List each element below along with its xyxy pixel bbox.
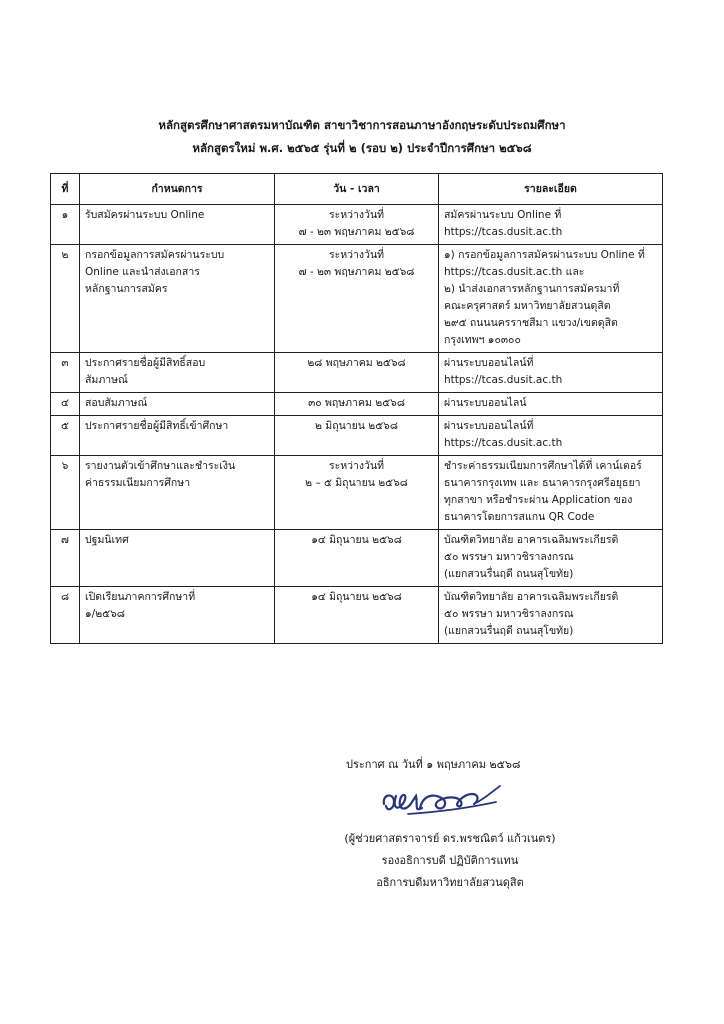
detail-cell xyxy=(439,205,663,245)
schedule-item-line: เปิดเรียนภาคการศึกษาที่ xyxy=(85,591,196,603)
date-cell xyxy=(275,530,439,587)
schedule-item-line: ประกาศรายชื่อผู้มีสิทธิ์สอบ xyxy=(85,357,206,369)
schedule-item-line: รายงานตัวเข้าศึกษาและชำระเงิน xyxy=(85,460,236,472)
detail-line: คณะครุศาสตร์ มหาวิทยาลัยสวนดุสิต xyxy=(444,300,611,312)
signer-role: รองอธิการบดี ปฏิบัติการแทน xyxy=(381,854,519,867)
detail-line: กรุงเทพฯ ๑๐๓๐๐ xyxy=(444,334,521,346)
schedule-item-line: ๑/๒๕๖๘ xyxy=(85,608,125,620)
date-line: ระหว่างวันที่ xyxy=(328,249,385,261)
signature-block xyxy=(300,828,600,894)
schedule-item-cell xyxy=(80,456,275,530)
table-row xyxy=(51,587,663,644)
table-row xyxy=(51,245,663,353)
detail-cell xyxy=(439,587,663,644)
date-cell xyxy=(275,353,439,393)
header-task: กำหนดการ xyxy=(80,174,275,205)
row-number: ๓ xyxy=(51,353,80,393)
schedule-item-line: กรอกข้อมูลการสมัครผ่านระบบ xyxy=(85,249,225,261)
detail-cell xyxy=(439,416,663,456)
signature-scribble xyxy=(378,782,508,822)
table-row xyxy=(51,416,663,456)
table-row xyxy=(51,393,663,416)
detail-cell xyxy=(439,353,663,393)
row-number: ๕ xyxy=(51,416,80,456)
table-row xyxy=(51,530,663,587)
date-cell xyxy=(275,393,439,416)
date-cell xyxy=(275,456,439,530)
schedule-item-line: หลักฐานการสมัคร xyxy=(85,283,168,295)
table-row xyxy=(51,353,663,393)
detail-line: (แยกสวนรื่นฤดี ถนนสุโขทัย) xyxy=(444,568,574,580)
detail-line: ๕๐ พรรษา มหาวชิราลงกรณ xyxy=(444,551,574,563)
date-cell xyxy=(275,416,439,456)
date-cell xyxy=(275,205,439,245)
signature-image xyxy=(378,782,508,826)
schedule-item-line: รับสมัครผ่านระบบ Online xyxy=(85,209,205,221)
row-number: ๘ xyxy=(51,587,80,644)
row-number: ๖ xyxy=(51,456,80,530)
schedule-item-cell xyxy=(80,416,275,456)
row-number: ๗ xyxy=(51,530,80,587)
detail-line: https://tcas.dusit.ac.th และ xyxy=(444,266,585,278)
schedule-item-cell xyxy=(80,587,275,644)
row-number: ๑ xyxy=(51,205,80,245)
detail-cell xyxy=(439,530,663,587)
detail-line: สมัครผ่านระบบ Online ที่ xyxy=(444,209,562,221)
signer-name: (ผู้ช่วยศาสตราจารย์ ดร.พรชณิตว์ แก้วเนตร) xyxy=(344,832,556,845)
detail-cell xyxy=(439,245,663,353)
schedule-item-cell xyxy=(80,205,275,245)
date-line: ๒๘ พฤษภาคม ๒๕๖๘ xyxy=(307,357,406,369)
detail-line: ๑) กรอกข้อมูลการสมัครผ่านระบบ Online ที่ xyxy=(444,249,645,261)
announcement-text: ประกาศ ณ วันที่ ๑ พฤษภาคม ๒๕๖๘ xyxy=(346,758,521,771)
table-row xyxy=(51,456,663,530)
header-date: วัน - เวลา xyxy=(275,174,439,205)
date-cell xyxy=(275,587,439,644)
detail-line: (แยกสวนรื่นฤดี ถนนสุโขทัย) xyxy=(444,625,574,637)
detail-line: บัณฑิตวิทยาลัย อาคารเฉลิมพระเกียรติ xyxy=(444,591,619,603)
schedule-item-line: สัมภาษณ์ xyxy=(85,374,128,386)
schedule-item-cell xyxy=(80,245,275,353)
date-line: ๒ มิถุนายน ๒๕๖๘ xyxy=(315,420,398,432)
schedule-item-cell xyxy=(80,530,275,587)
detail-line: https://tcas.dusit.ac.th xyxy=(444,437,563,449)
detail-line: ๒) นำส่งเอกสารหลักฐานการสมัครมาที่ xyxy=(444,283,620,295)
date-line: ๗ - ๒๓ พฤษภาคม ๒๕๖๘ xyxy=(298,226,415,238)
detail-line: ธนาคารกรุงเทพ และ ธนาคารกรุงศรีอยุธยา xyxy=(444,477,641,489)
date-line: ๒ – ๕ มิถุนายน ๒๕๖๘ xyxy=(305,477,408,489)
date-line: ๑๔ มิถุนายน ๒๕๖๘ xyxy=(311,534,402,546)
schedule-table xyxy=(50,173,663,644)
date-line: ระหว่างวันที่ xyxy=(328,209,385,221)
date-line: ๓๐ พฤษภาคม ๒๕๖๘ xyxy=(308,397,405,409)
document-title-line1: หลักสูตรศึกษาศาสตรมหาบัณฑิต สาขาวิชาการสอนภาษาอังกฤษระดับประถมศึกษา xyxy=(158,118,566,132)
detail-line: ผ่านระบบออนไลน์ที่ xyxy=(444,357,534,369)
header-no: ที่ xyxy=(51,174,80,205)
detail-line: ๒๙๕ ถนนนครราชสีมา แขวง/เขตดุสิต xyxy=(444,317,618,329)
date-line: ๑๔ มิถุนายน ๒๕๖๘ xyxy=(311,591,402,603)
date-line: ๗ - ๒๓ พฤษภาคม ๒๕๖๘ xyxy=(298,266,415,278)
detail-line: บัณฑิตวิทยาลัย อาคารเฉลิมพระเกียรติ xyxy=(444,534,619,546)
table-body xyxy=(51,205,663,644)
schedule-item-line: สอบสัมภาษณ์ xyxy=(85,397,148,409)
signer-organization: อธิการบดีมหาวิทยาลัยสวนดุสิต xyxy=(376,876,524,889)
schedule-item-line: ปฐมนิเทศ xyxy=(85,534,129,546)
schedule-item-line: ค่าธรรมเนียมการศึกษา xyxy=(85,477,191,489)
detail-line: ชำระค่าธรรมเนียมการศึกษาได้ที่ เคาน์เตอร์ xyxy=(444,460,642,472)
schedule-item-line: ประกาศรายชื่อผู้มีสิทธิ์เข้าศึกษา xyxy=(85,420,229,432)
table-row xyxy=(51,205,663,245)
schedule-item-cell xyxy=(80,353,275,393)
table-header-row xyxy=(51,174,663,205)
date-line: ระหว่างวันที่ xyxy=(328,460,385,472)
detail-line: ธนาคารโดยการสแกน QR Code xyxy=(444,511,595,523)
detail-line: ผ่านระบบออนไลน์ xyxy=(444,397,527,409)
detail-line: ๕๐ พรรษา มหาวชิราลงกรณ xyxy=(444,608,574,620)
row-number: ๒ xyxy=(51,245,80,353)
detail-line: https://tcas.dusit.ac.th xyxy=(444,226,563,238)
detail-cell xyxy=(439,456,663,530)
detail-cell xyxy=(439,393,663,416)
document-title-line2: หลักสูตรใหม่ พ.ศ. ๒๕๖๕ รุ่นที่ ๒ (รอบ ๒) ประจำปีการศึกษา ๒๕๖๘ xyxy=(192,141,532,155)
schedule-item-line: Online และนำส่งเอกสาร xyxy=(85,266,200,278)
date-cell xyxy=(275,245,439,353)
schedule-item-cell xyxy=(80,393,275,416)
row-number: ๔ xyxy=(51,393,80,416)
detail-line: ผ่านระบบออนไลน์ที่ xyxy=(444,420,534,432)
detail-line: ทุกสาขา หรือชำระผ่าน Application ของ xyxy=(444,494,633,506)
detail-line: https://tcas.dusit.ac.th xyxy=(444,374,563,386)
header-detail: รายละเอียด xyxy=(439,174,663,205)
